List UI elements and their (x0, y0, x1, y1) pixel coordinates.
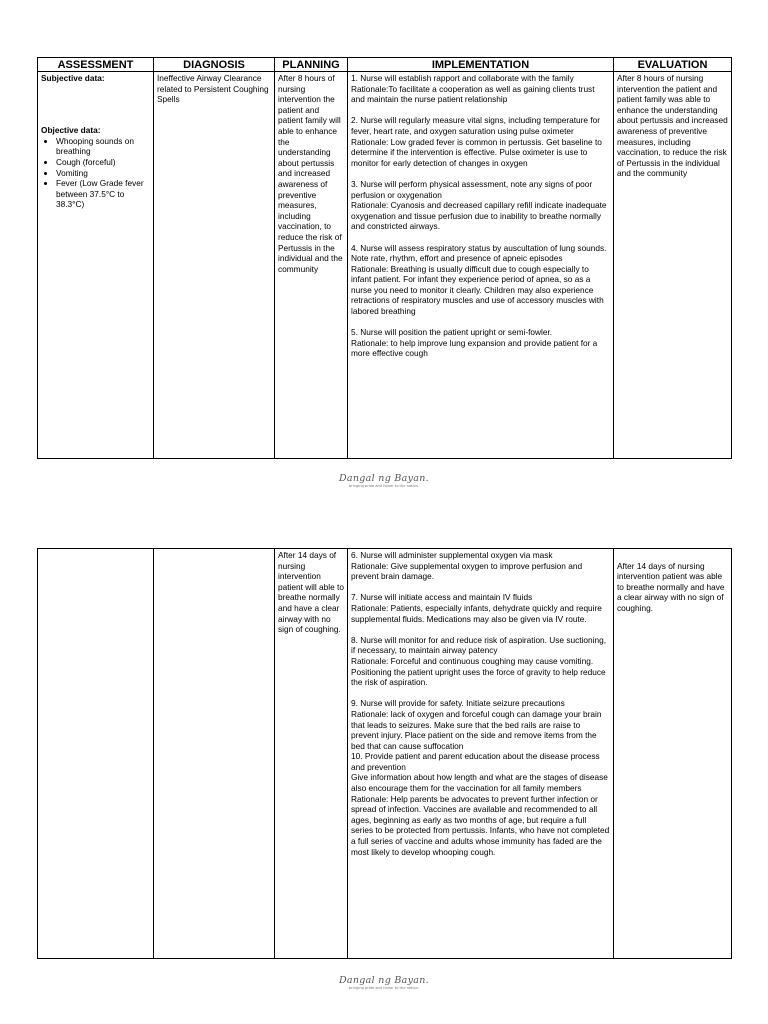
assessment-cell (38, 72, 154, 459)
evaluation-text: After 8 hours of nursing intervention the patient and patient family was able to enhance the understanding about pertussis and increased awareness of preventive measures, including vaccination, to reduce the risk of Pertussis in the individual and the community (617, 73, 728, 179)
planning-text: After 8 hours of nursing intervention the patient and patient family will able to enhance the understanding about pertussis and increased awareness of preventive measures, including vaccination, to reduce the risk of Pertussis in the individual and the community (278, 73, 343, 274)
list-item: • Fever (Low Grade fever between 37.5°C to 38.3°C) (56, 178, 150, 210)
table-row (38, 72, 732, 459)
evaluation-cell (614, 549, 732, 959)
logo-script: Dangal ng Bayan. (338, 975, 430, 986)
planning-text: After 14 days of nursing intervention patient will able to breathe normally and have a clear airway with no sign of coughing. (278, 550, 344, 635)
list-item: • Cough (forceful) (56, 157, 150, 168)
planning-cell (275, 549, 348, 959)
diagnosis-cell (154, 549, 275, 959)
objective-data-label: Objective data: (41, 125, 101, 136)
intervention-3: 3. Nurse will perform physical assessment, note any signs of poor perfusion or oxygenation Rationale: Cyanosis and decreased capillary refill indicate inadequate oxygenation and tissue perfusion due to inability to breathe normally and constricted airways. (351, 178, 607, 232)
implementation-cell (348, 549, 614, 959)
intervention-2: 2. Nurse will regularly measure vital signs, including temperature for fever, heart rate, and oxygen saturation using pulse oximeter Rationale: Low graded fever is common in pertussis. Get baseline to determine if the intervention is effective. Pulse oximeter is use to monitor for early detection of changes in oxygen (351, 115, 602, 168)
diagnosis-text: Ineffective Airway Clearance related to Persistent Coughing Spells (157, 73, 269, 105)
logo-script: Dangal ng Bayan. (338, 473, 430, 484)
table-row (38, 549, 732, 959)
logo-tagline: bringing pride and honor to the nation. (348, 986, 420, 990)
intervention-8: 8. Nurse will monitor for and reduce risk of aspiration. Use suctioning, if necessary, to maintain airway patency Rationale: Forceful and continuous coughing may cause vomiting. Positioning the patient upright uses the force of gravity to help reduce the risk of aspiration. (351, 634, 607, 688)
assessment-cell (38, 549, 154, 959)
header-evaluation: EVALUATION (614, 58, 732, 72)
list-item: • Vomiting (56, 168, 150, 179)
intervention-7: 7. Nurse will initiate access and maintain IV fluids Rationale: Patients, especially infants, dehydrate quickly and require supplemental fluids. Medications may also be given via IV route. (351, 592, 602, 624)
implementation-cell (348, 72, 614, 459)
planning-cell (275, 72, 348, 459)
intervention-4: 4. Nurse will assess respiratory status by auscultation of lung sounds. Note rate, rhythm, effort and presence of apneic episodes Rationale: Breathing is usually difficult due to cough especially to infant patient. For infant they experience period of apnea, so as a nurse you need to monitor it clearly. Children may also experience retractions of respiratory muscles and use of accessory muscles with labored breathing (351, 242, 607, 317)
subjective-data-label: Subjective data: (41, 73, 105, 83)
intervention-9-10: 9. Nurse will provide for safety. Initiate seizure precautions Rationale: lack of oxygen and forceful cough can damage your brain that leads to seizures. Make sure that the bed rails are raise to prevent injury. Place patient on the side and remove items from the bed that can cause suffocation 10. Provide patient and parent education about the disease process and prevention Give information about how length and what are the stages of disease also encourage them for the vaccination for all family members Rationale: Help parents be advocates to prevent further infection or spread of infection. Vaccines are available and recommended to all ages, beginning as early as two months of age, but require a full series to be protected from pertussis. Infants, who have not completed a full series of vaccine and adults whose immunity has faded are the most likely to develop whooping cough. (351, 698, 610, 857)
intervention-1: 1. Nurse will establish rapport and collaborate with the family Rationale:To facilitate a cooperation as well as gaining clients trust and maintain the nurse patient relationship (351, 73, 595, 105)
logo-tagline: bringing pride and honor to the nation. (348, 484, 420, 488)
footer-logo (300, 976, 468, 991)
header-assessment: ASSESSMENT (38, 58, 154, 72)
objective-data-list (41, 136, 150, 210)
care-plan-table-page-2 (37, 548, 731, 959)
header-row (38, 58, 732, 72)
nursing-care-plan-table-continued (37, 548, 732, 959)
evaluation-cell (614, 72, 732, 459)
care-plan-table-page-1 (37, 57, 731, 459)
header-diagnosis: DIAGNOSIS (154, 58, 275, 72)
evaluation-text: After 14 days of nursing intervention patient was able to breathe normally and have a clear airway with no sign of coughing. (617, 560, 725, 613)
nursing-care-plan-table (37, 57, 732, 459)
intervention-6: 6. Nurse will administer supplemental oxygen via mask Rationale: Give supplemental oxygen to improve perfusion and prevent brain damage. (351, 550, 583, 582)
header-implementation: IMPLEMENTATION (348, 58, 614, 72)
list-item: • Whooping sounds on breathing (56, 136, 150, 157)
diagnosis-cell (154, 72, 275, 459)
header-planning: PLANNING (275, 58, 348, 72)
intervention-5: 5. Nurse will position the patient upright or semi-fowler. Rationale: to help improve lung expansion and provide patient for a more effective cough (351, 327, 598, 359)
footer-logo (300, 474, 468, 489)
